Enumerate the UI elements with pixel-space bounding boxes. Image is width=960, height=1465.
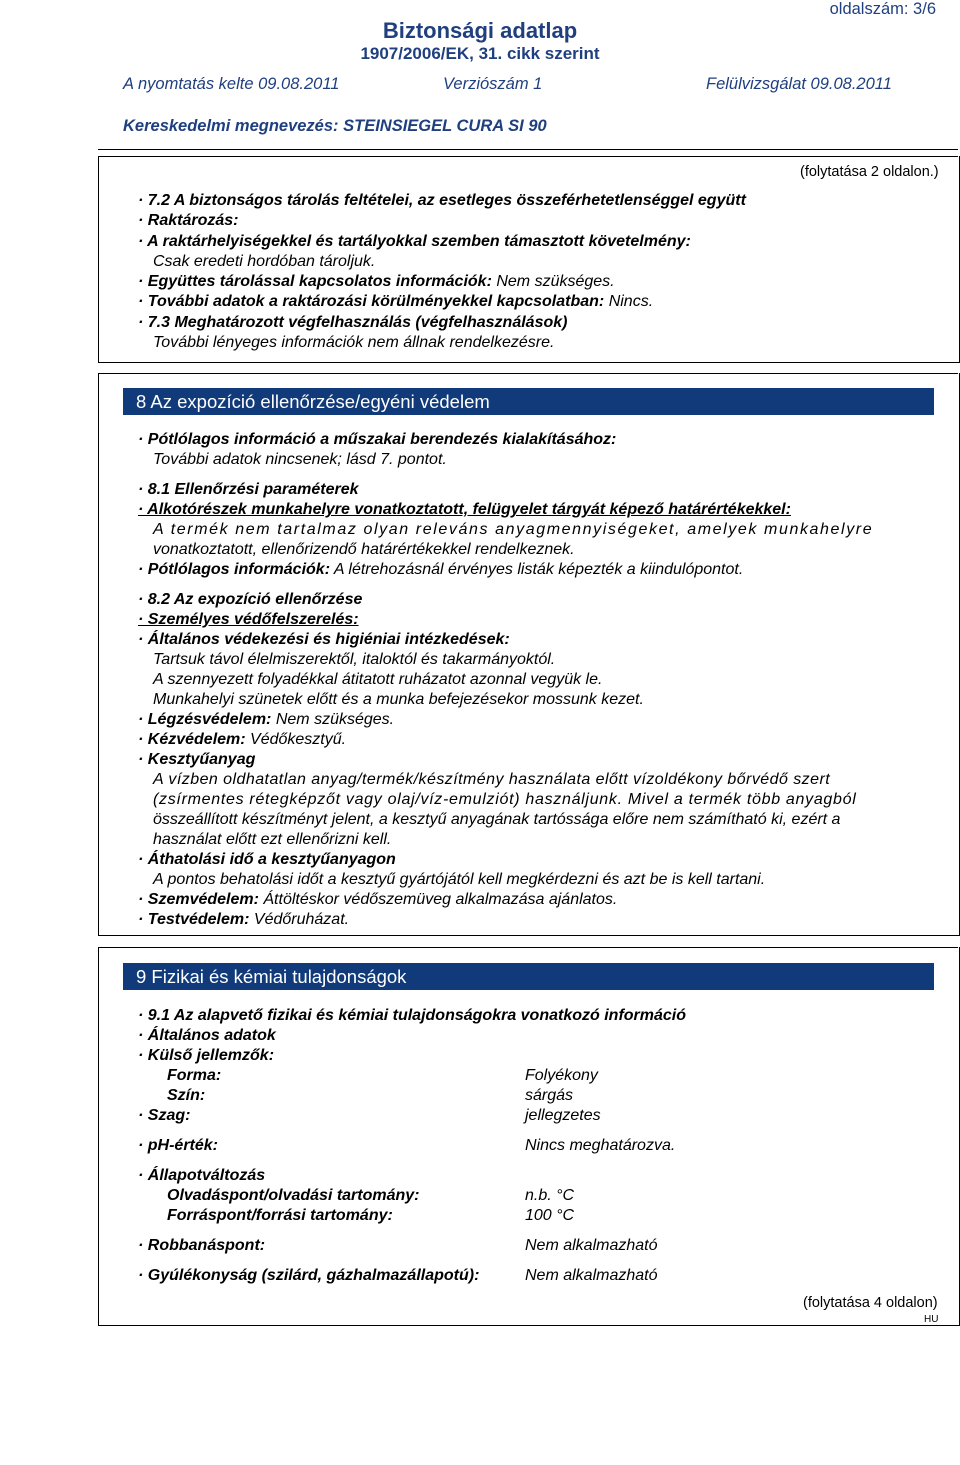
continued-from-note: (folytatása 2 oldalon.)	[800, 164, 939, 180]
engineering-info-text: További adatok nincsenek; lásd 7. pontot.	[153, 451, 447, 468]
state-change-heading: · Állapotváltozás	[138, 1167, 266, 1184]
further-storage-value: Nincs.	[604, 293, 654, 310]
flash-point-value: Nem alkalmazható	[525, 1237, 658, 1254]
flash-point-label: · Robbanáspont:	[138, 1237, 266, 1254]
melting-point-value: n.b. °C	[525, 1187, 575, 1204]
form-label: Forma:	[167, 1067, 222, 1084]
appearance-heading: · Külső jellemzők:	[138, 1047, 275, 1064]
additional-info-line	[138, 560, 743, 580]
respiratory-line	[138, 710, 394, 730]
section-7-2-heading: · 7.2 A biztonságos tárolás feltételei, az esetleges összeférhetetlenséggel együtt	[138, 192, 746, 209]
page-number: oldalszám: 3/6	[829, 0, 936, 18]
engineering-info-heading: · Pótlólagos információ a műszakai berendezés kialakításához:	[138, 431, 617, 448]
hygiene-heading: · Általános védekezési és higiéniai intézkedések:	[138, 631, 510, 648]
section-8-1-heading: · 8.1 Ellenőrzési paraméterek	[138, 481, 359, 498]
glove-material-text-2: (zsírmentes rétegképzőt vagy olaj/víz-emulziót) használjunk. Mivel a termék több anyagból	[153, 791, 857, 808]
joint-storage-value: Nem szükséges.	[491, 273, 615, 290]
body-protection-value: Védőruházat.	[249, 911, 350, 928]
hand-protection-value: Védőkesztyű.	[245, 731, 347, 748]
version: Verziószám 1	[443, 75, 543, 93]
section-7-box-top	[98, 156, 958, 157]
respiratory-label: · Légzésvédelem:	[138, 711, 272, 728]
eye-protection-line	[138, 890, 617, 910]
form-value: Folyékony	[525, 1067, 598, 1084]
document-subtitle: 1907/2006/EK, 31. cikk szerint	[360, 44, 600, 63]
limit-values-text-1: A termék nem tartalmaz olyan releváns anyagmennyiségeket, amelyek munkahelyre	[153, 521, 874, 538]
ph-value: Nincs meghatározva.	[525, 1137, 676, 1154]
additional-info-value: A létrehozásnál érvényes listák képezték a kiindulópontot.	[330, 561, 744, 578]
joint-storage-label: · Együttes tárolással kapcsolatos információk:	[138, 273, 492, 290]
penetration-time-heading: · Áthatolási idő a kesztyűanyagon	[138, 851, 396, 868]
odor-label: · Szag:	[138, 1107, 191, 1124]
ph-label: · pH-érték:	[138, 1137, 219, 1154]
color-label: Szín:	[167, 1087, 206, 1104]
joint-storage-line	[138, 272, 615, 292]
flammability-label: · Gyúlékonyság (szilárd, gázhalmazállapotú):	[138, 1267, 480, 1284]
glove-material-text-4: használat előtt ezt ellenőrizni kell.	[153, 831, 392, 848]
section-8-heading: 8 Az expozíció ellenőrzése/egyéni védelem	[123, 388, 934, 415]
glove-material-text-3: összeállított készítményt jelent, a kesztyű anyagának tartóssága előre nem számítható ki, ezért a	[153, 811, 841, 828]
section-8-2-heading: · 8.2 Az expozíció ellenőrzése	[138, 591, 363, 608]
section-7-3-text: További lényeges információk nem állnak rendelkezésre.	[153, 334, 555, 351]
revision-date: Felülvizsgálat 09.08.2011	[706, 75, 892, 93]
hygiene-text-2: A szennyezett folyadékkal átitatott ruházatot azonnal vegyük le.	[153, 671, 603, 688]
ppe-heading: · Személyes védőfelszerelés:	[138, 611, 359, 628]
limit-values-heading: · Alkotórészek munkahelyre vonatkoztatott, felügyelet tárgyát képező határértékekkel:	[138, 501, 791, 518]
eye-protection-label: · Szemvédelem:	[138, 891, 259, 908]
body-protection-label: · Testvédelem:	[138, 911, 250, 928]
further-storage-line	[138, 292, 653, 312]
glove-material-heading: · Kesztyűanyag	[138, 751, 256, 768]
trade-name: Kereskedelmi megnevezés: STEINSIEGEL CURA SI 90	[123, 117, 547, 135]
eye-protection-value: Áttöltéskor védőszemüveg alkalmazása ajánlatos.	[258, 891, 618, 908]
boiling-point-label: Forráspont/forrási tartomány:	[167, 1207, 393, 1224]
hygiene-text-1: Tartsuk távol élelmiszerektől, italoktól és takarmányoktól.	[153, 651, 556, 668]
further-storage-label: · További adatok a raktározási körülményekkel kapcsolatban:	[138, 293, 605, 310]
body-protection-line	[138, 910, 349, 930]
melting-point-label: Olvadáspont/olvadási tartomány:	[167, 1187, 420, 1204]
limit-values-text-2: vonatkoztatott, ellenőrizendő határértékekkel rendelkeznek.	[153, 541, 575, 558]
section-9-heading: 9 Fizikai és kémiai tulajdonságok	[123, 963, 934, 990]
additional-info-label: · Pótlólagos információk:	[138, 561, 331, 578]
section-7-3-heading: · 7.3 Meghatározott végfelhasználás (végfelhasználások)	[138, 314, 568, 331]
language-code: HU	[924, 1314, 939, 1325]
color-value: sárgás	[525, 1087, 574, 1104]
flammability-value: Nem alkalmazható	[525, 1267, 658, 1284]
storage-requirements-heading: · A raktárhelyiségekkel és tartályokkal szemben támasztott követelmény:	[138, 233, 691, 250]
hygiene-text-3: Munkahelyi szünetek előtt és a munka befejezésekor mossunk kezet.	[153, 691, 644, 708]
odor-value: jellegzetes	[525, 1107, 601, 1124]
storage-requirements-text: Csak eredeti hordóban tároljuk.	[153, 253, 376, 270]
storage-heading: · Raktározás:	[138, 212, 239, 229]
continued-to-note: (folytatása 4 oldalon)	[803, 1295, 938, 1311]
glove-material-text-1: A vízben oldhatatlan anyag/termék/készítmény használata előtt vízoldékony bőrvédő szert	[153, 771, 831, 788]
section-8-box-top	[98, 373, 958, 374]
general-info-heading: · Általános adatok	[138, 1027, 276, 1044]
penetration-time-text: A pontos behatolási időt a kesztyű gyártójától kell megkérdezni és azt be is kell tartani.	[153, 871, 766, 888]
print-date: A nyomtatás kelte 09.08.2011	[123, 75, 340, 93]
document-title: Biztonsági adatlap	[382, 18, 578, 43]
hand-protection-label: · Kézvédelem:	[138, 731, 246, 748]
respiratory-value: Nem szükséges.	[271, 711, 395, 728]
hand-protection-line	[138, 730, 346, 750]
boiling-point-value: 100 °C	[525, 1207, 575, 1224]
section-9-1-heading: · 9.1 Az alapvető fizikai és kémiai tulajdonságokra vonatkozó információ	[138, 1007, 687, 1024]
header-rule	[98, 149, 958, 150]
section-9-box-top	[98, 947, 958, 948]
